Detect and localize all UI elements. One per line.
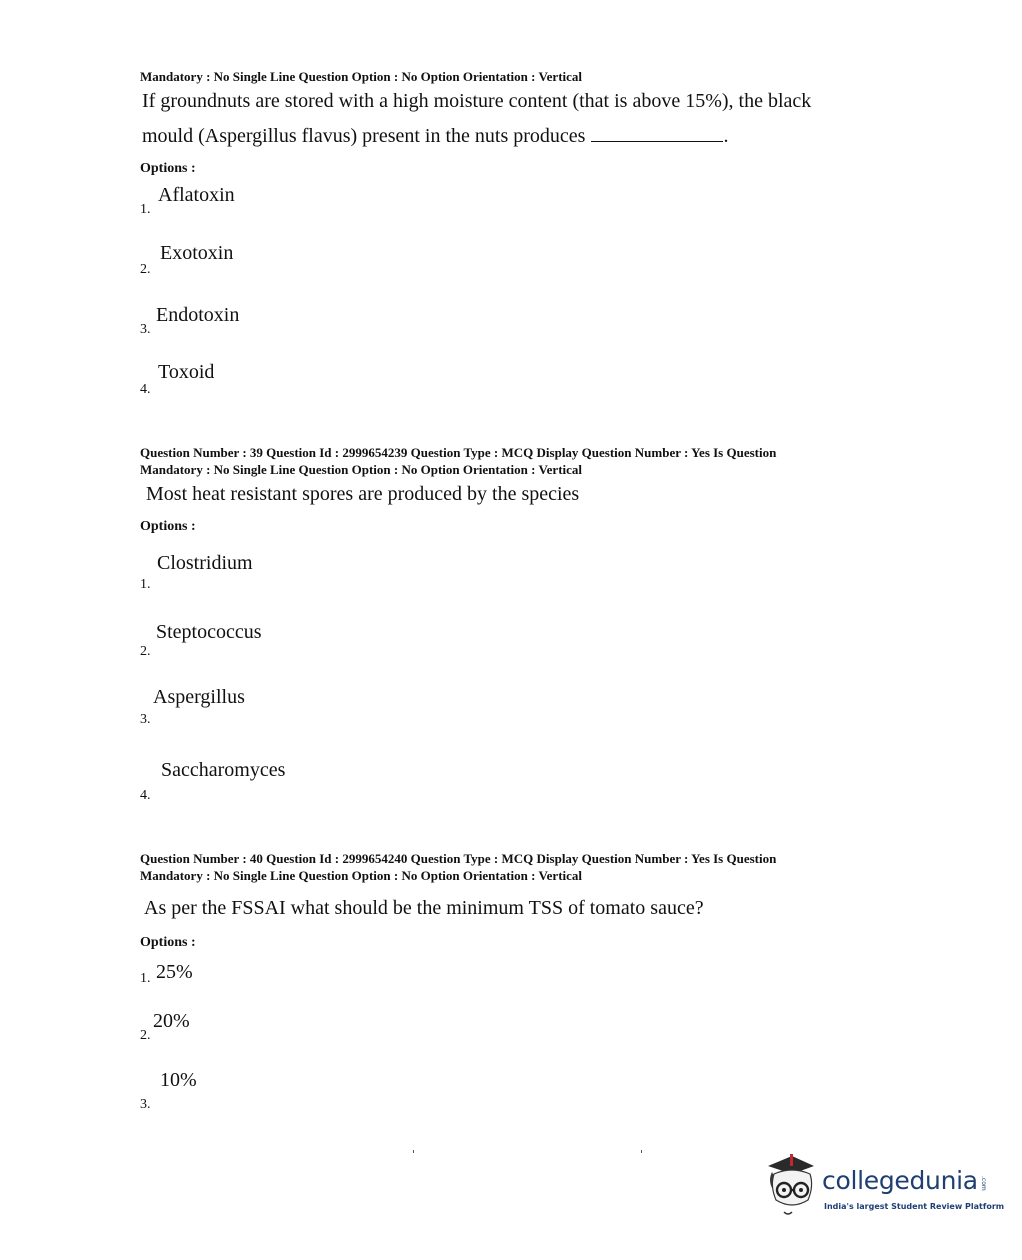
- q39-text: Most heat resistant spores are produced by the species: [146, 483, 580, 505]
- logo-domain: .com: [980, 1176, 987, 1191]
- q39-option-1-number: 1.: [140, 577, 151, 592]
- q38-text-line1: If groundnuts are stored with a high moisture content (that is above 15%), the black: [142, 90, 812, 112]
- q38-options-label: Options :: [140, 161, 196, 176]
- logo-brand: collegedunia: [822, 1166, 978, 1195]
- q38-text-line2-content: mould (Aspergillus flavus) present in the nuts produces: [142, 125, 586, 147]
- q38-option-4-text: Toxoid: [158, 361, 215, 383]
- q38-option-2-text: Exotoxin: [160, 242, 234, 264]
- q38-option-3-text: Endotoxin: [156, 304, 240, 326]
- q38-option-2-number: 2.: [140, 262, 151, 277]
- q39-option-4-text: Saccharomyces: [161, 759, 286, 781]
- mascot-icon: [762, 1152, 822, 1222]
- q39-option-1-text: Clostridium: [157, 552, 253, 574]
- q40-option-1-text: 25%: [156, 961, 193, 983]
- q39-option-4-number: 4.: [140, 788, 151, 803]
- q39-option-2-text: Steptococcus: [156, 621, 262, 643]
- q38-text-end: .: [723, 125, 729, 147]
- q40-option-2-text: 20%: [153, 1010, 190, 1032]
- q40-option-1-number: 1.: [140, 971, 151, 986]
- q40-option-3-number: 3.: [140, 1097, 151, 1112]
- q39-option-2-number: 2.: [140, 644, 151, 659]
- q39-option-3-number: 3.: [140, 712, 151, 727]
- q39-options-label: Options :: [140, 519, 196, 534]
- q40-options-label: Options :: [140, 935, 196, 950]
- q39-meta-line2: Mandatory : No Single Line Question Option : No Option Orientation : Vertical: [140, 462, 583, 477]
- q40-option-3-text: 10%: [160, 1069, 197, 1091]
- q38-meta-line2: Mandatory : No Single Line Question Option : No Option Orientation : Vertical: [140, 69, 583, 84]
- q38-option-3-number: 3.: [140, 322, 151, 337]
- q38-option-1-number: 1.: [140, 202, 151, 217]
- q38-option-1-text: Aflatoxin: [158, 184, 235, 206]
- q40-meta-line1: Question Number : 40 Question Id : 2999654240 Question Type : MCQ Display Question Number : Yes Is Question: [140, 851, 777, 866]
- q39-option-3-text: Aspergillus: [153, 686, 245, 708]
- collegedunia-logo: [762, 1152, 1005, 1222]
- logo-tagline: India's largest Student Review Platform: [824, 1202, 1005, 1211]
- q40-text: As per the FSSAI what should be the minimum TSS of tomato sauce?: [144, 897, 704, 919]
- scan-mark: [641, 1150, 642, 1153]
- q39-meta-line1: Question Number : 39 Question Id : 2999654239 Question Type : MCQ Display Question Number : Yes Is Question: [140, 445, 777, 460]
- scan-mark: [413, 1150, 414, 1153]
- q40-meta-line2: Mandatory : No Single Line Question Option : No Option Orientation : Vertical: [140, 868, 583, 883]
- q40-option-2-number: 2.: [140, 1028, 151, 1043]
- q38-text-line2: [142, 125, 728, 148]
- answer-blank: [591, 127, 723, 142]
- q38-option-4-number: 4.: [140, 382, 151, 397]
